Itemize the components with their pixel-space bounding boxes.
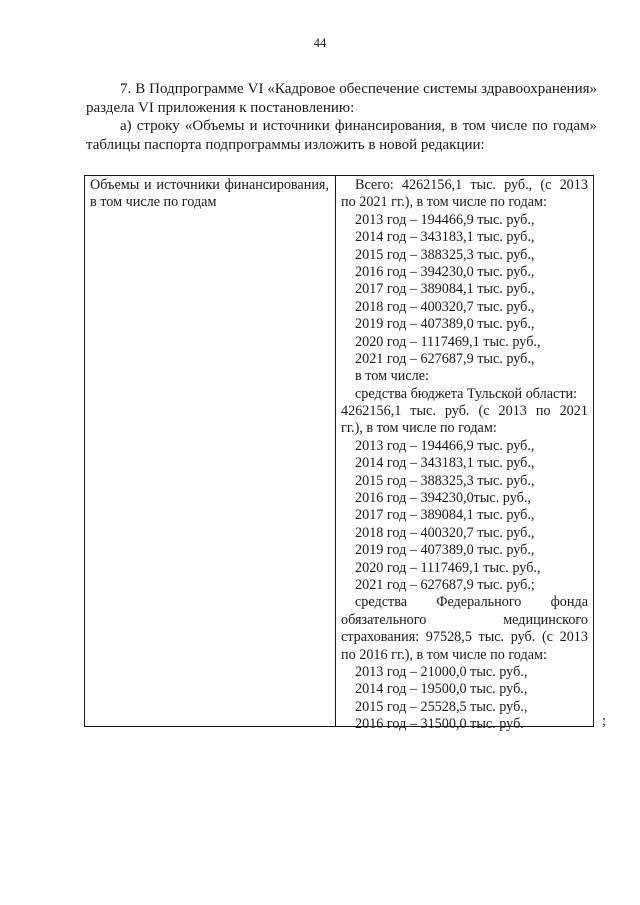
- year-line: 2014 год – 343183,1 тыс. руб.,: [355, 455, 535, 472]
- word: 2013: [559, 177, 588, 193]
- word: (с: [541, 629, 553, 646]
- year-line: 2016 год – 394230,0 тыс. руб.,: [355, 263, 535, 280]
- federal-years-list: [341, 664, 588, 734]
- regional-years-list: [341, 438, 588, 595]
- paragraph-item-7: 7. В Подпрограмме VI «Кадровое обеспечение системы здравоохранения» раздела VI приложения к постановлению:: [86, 81, 597, 116]
- year-line: 2013 год – 194466,9 тыс. руб.,: [355, 437, 535, 454]
- passport-table: [84, 175, 594, 733]
- year-line: 2017 год – 389084,1 тыс. руб.,: [355, 281, 535, 298]
- word: фонда: [550, 594, 588, 611]
- federal-line-3: [341, 629, 588, 646]
- trailing-semicolon: ;: [602, 713, 606, 729]
- regional-line-1: средства бюджета Тульской области:: [355, 385, 578, 402]
- year-line: 2020 год – 1117469,1 тыс. руб.,: [355, 559, 541, 576]
- word: медицинского: [503, 611, 588, 628]
- year-line: 2015 год – 388325,3 тыс. руб.,: [355, 472, 535, 489]
- total-line-1: [341, 177, 588, 194]
- year-line: 2017 год – 389084,1 тыс. руб.,: [355, 507, 535, 524]
- word: 4262156,1: [341, 403, 402, 420]
- year-line: 2016 год – 31500,0 тыс. руб.: [355, 716, 524, 733]
- federal-line-4: по 2016 гг.), в том числе по годам:: [341, 646, 547, 663]
- word: страхования:: [341, 629, 420, 646]
- word: Всего:: [355, 177, 394, 193]
- word: (с: [540, 177, 552, 193]
- word: Федерального: [436, 594, 522, 611]
- year-line: 2016 год – 394230,0тыс. руб.,: [355, 490, 531, 507]
- word: 2013: [559, 629, 588, 646]
- word: 2013: [498, 403, 527, 420]
- table-left-cell: Объемы и источники финансирования, в том числе по годам: [90, 177, 329, 211]
- year-line: 2021 год – 627687,9 тыс. руб.,: [355, 350, 535, 367]
- word: руб.: [444, 403, 470, 420]
- word: средства: [355, 594, 408, 611]
- year-line: 2018 год – 400320,7 тыс. руб.,: [355, 298, 535, 315]
- year-line: 2013 год – 194466,9 тыс. руб.,: [355, 211, 535, 228]
- word: 4262156,1: [401, 177, 463, 193]
- word: тыс.: [410, 403, 436, 420]
- word: руб.,: [504, 177, 533, 193]
- year-line: 2015 год – 388325,3 тыс. руб.,: [355, 246, 535, 263]
- table-right-cell: [341, 177, 588, 734]
- word: по: [535, 403, 551, 420]
- regional-line-2: [341, 403, 588, 420]
- year-line: 2014 год – 343183,1 тыс. руб.,: [355, 229, 535, 246]
- paragraph-item-a: а) строку «Объемы и источники финансирования, в том числе по годам» таблицы паспорта подпрограммы изложить в новой редакции:: [86, 118, 597, 153]
- table-column-divider: [335, 176, 336, 726]
- word: руб.: [510, 629, 536, 646]
- word: 2021: [559, 403, 588, 420]
- year-line: 2021 год – 627687,9 тыс. руб.;: [355, 576, 535, 593]
- regional-line-3: гг.), в том числе по годам:: [341, 420, 497, 437]
- federal-line-1: [341, 594, 588, 611]
- word: 97528,5: [425, 629, 472, 646]
- word: тыс.: [478, 629, 505, 646]
- year-line: 2015 год – 25528,5 тыс. руб.,: [355, 698, 528, 715]
- year-line: 2019 год – 407389,0 тыс. руб.,: [355, 542, 535, 559]
- total-line-2: по 2021 гг.), в том числе по годам:: [341, 194, 547, 211]
- federal-line-2: [341, 612, 588, 629]
- word: (с: [478, 403, 490, 420]
- page-number: 44: [313, 36, 327, 50]
- total-years-list: [341, 212, 588, 369]
- word: тыс.: [470, 177, 496, 193]
- year-line: 2018 год – 400320,7 тыс. руб.,: [355, 524, 535, 541]
- word: обязательного: [341, 611, 427, 628]
- year-line: 2020 год – 1117469,1 тыс. руб.,: [355, 333, 541, 350]
- year-line: 2013 год – 21000,0 тыс. руб.,: [355, 663, 528, 680]
- including-line: в том числе:: [355, 368, 429, 385]
- year-line: 2014 год – 19500,0 тыс. руб.,: [355, 681, 528, 698]
- year-line: 2019 год – 407389,0 тыс. руб.,: [355, 316, 535, 333]
